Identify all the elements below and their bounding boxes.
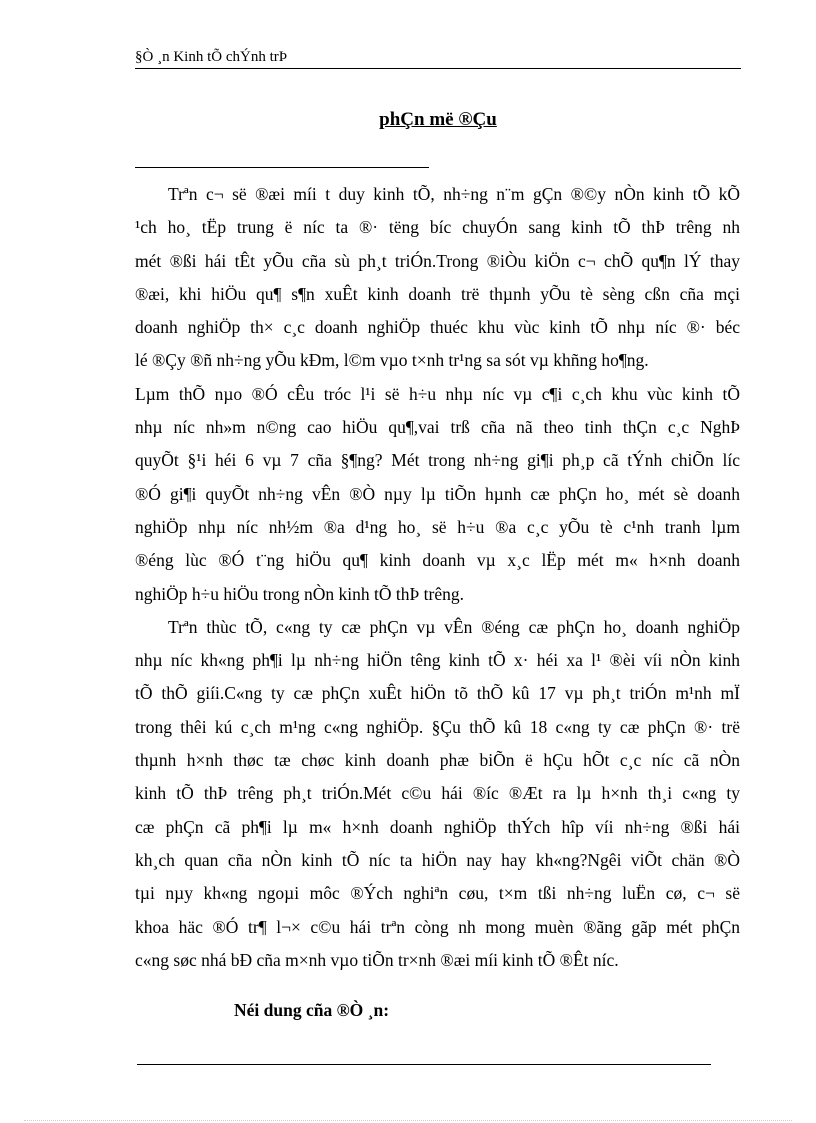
paragraph-2-line: Lµm thÕ nµo ®Ó cÊu tróc l¹i së h÷u nhµ níc vµ c¶i c¸ch khu vùc kinh tÕ bbox=[135, 383, 740, 404]
paragraph-3-line: cæ phÇn cã ph¶i lµ m« h×nh doanh nghiÖp thÝch hîp víi nh÷ng ®ßi hái bbox=[135, 816, 740, 837]
paragraph-1-line: ¹ch ho¸ tËp trung ë níc ta ®· tëng bíc chuyÓn sang kinh tÕ thÞ trêng nh bbox=[135, 217, 740, 238]
running-header: §Ò ¸n Kinh tÕ chÝnh trÞ bbox=[135, 48, 741, 69]
bottom-rule bbox=[137, 1064, 711, 1065]
paragraph-3-line: trong thêi kú c¸ch m¹ng c«ng nghiÖp. §Çu thÕ kû 18 c«ng ty cæ phÇn ®· trë bbox=[135, 716, 740, 737]
paragraph-2-line: ®éng lùc ®Ó t¨ng hiÖu qu¶ kinh doanh vµ x¸c lËp mét m« h×nh doanh bbox=[135, 550, 740, 571]
section-title: phÇn më ®Çu bbox=[379, 109, 497, 130]
body-text bbox=[135, 178, 740, 977]
paragraph-3-line: Trªn thùc tÕ, c«ng ty cæ phÇn vµ vÊn ®éng cæ phÇn ho¸ doanh nghiÖp bbox=[168, 616, 740, 637]
paragraph-2-line: nghiÖp nhµ níc nh½m ®a d¹ng ho¸ së h÷u ®a c¸c yÕu tè c¹nh tranh lµm bbox=[135, 516, 740, 537]
paragraph-3-line: kh¸ch quan cña nÒn kinh tÕ níc ta hiÖn nay hay kh«ng?Ngêi viÕt chän ®Ò bbox=[135, 849, 740, 870]
paragraph-3-line: khoa häc ®Ó tr¶ l¬× c©u hái trªn còng nh mong muèn ®ãng gãp mét phÇn bbox=[135, 916, 740, 937]
title-underline-rule bbox=[135, 167, 429, 168]
paragraph-2-line: nhµ níc nh»m n©ng cao hiÖu qu¶,vai trß cña nã theo tinh thÇn c¸c NghÞ bbox=[135, 417, 740, 438]
paragraph-1-line: Trªn c¬ së ®æi míi t duy kinh tÕ, nh÷ng n¨m gÇn ®©y nÒn kinh tÕ kÕ bbox=[168, 184, 740, 204]
paragraph-1-line: ®æi, khi hiÖu qu¶ s¶n xuÊt kinh doanh trë thµnh yÕu tè sèng cßn cña mçi bbox=[135, 283, 740, 304]
paragraph-1-line: mét ®ßi hái tÊt yÕu cña sù ph¸t triÓn.Trong ®iÒu kiÖn c¬ chÕ qu¶n lÝ thay bbox=[135, 250, 740, 271]
paragraph-3-line: nhµ níc kh«ng ph¶i lµ nh÷ng hiÖn têng kinh tÕ x· héi xa l¹ ®èi víi nÒn kinh bbox=[135, 650, 740, 671]
paragraph-3-line: thµnh h×nh thøc tæ chøc kinh doanh phæ biÕn ë hÇu hÕt c¸c níc cã nÒn bbox=[135, 750, 740, 771]
paragraph-3-line: tµi nµy kh«ng ngoµi môc ®Ých nghiªn cøu, t×m tßi nh÷ng luËn cø, c¬ së bbox=[135, 883, 740, 904]
paragraph-2-line: ®Ó gi¶i quyÕt nh÷ng vÊn ®Ò nµy lµ tiÕn hµnh cæ phÇn ho¸ mét sè doanh bbox=[135, 483, 740, 504]
paragraph-1-line: lé ®Çy ®ñ nh÷ng yÕu kÐm, l©m vµo t×nh tr¹ng sa sót vµ khñng ho¶ng. bbox=[135, 350, 649, 371]
paragraph-1-line: doanh nghiÖp th× c¸c doanh nghiÖp thuéc khu vùc kinh tÕ nhµ níc ®· béc bbox=[135, 317, 740, 338]
paragraph-3-line: tÕ thÕ giíi.C«ng ty cæ phÇn xuÊt hiÖn tõ thÕ kû 17 vµ ph¸t triÓn m¹nh mÏ bbox=[135, 683, 740, 704]
paragraph-2-line: quyÕt §¹i héi 6 vµ 7 cña §¶ng? Mét trong nh÷ng gi¶i ph¸p cã tÝnh chiÕn líc bbox=[135, 450, 740, 471]
paragraph-3-line: kinh tÕ thÞ trêng ph¸t triÓn.Mét c©u hái ®íc ®Æt ra lµ h×nh th¸i c«ng ty bbox=[135, 783, 740, 804]
paragraph-3-line: c«ng søc nhá bÐ cña m×nh vµo tiÕn tr×nh ®æi míi kinh tÕ ®Êt níc. bbox=[135, 949, 619, 970]
content-subheading: Néi dung cña ®Ò ¸n: bbox=[234, 1000, 390, 1020]
paragraph-2-line: nghiÖp h÷u hiÖu trong nÒn kinh tÕ thÞ trêng. bbox=[135, 583, 464, 604]
page-edge bbox=[24, 1120, 792, 1121]
